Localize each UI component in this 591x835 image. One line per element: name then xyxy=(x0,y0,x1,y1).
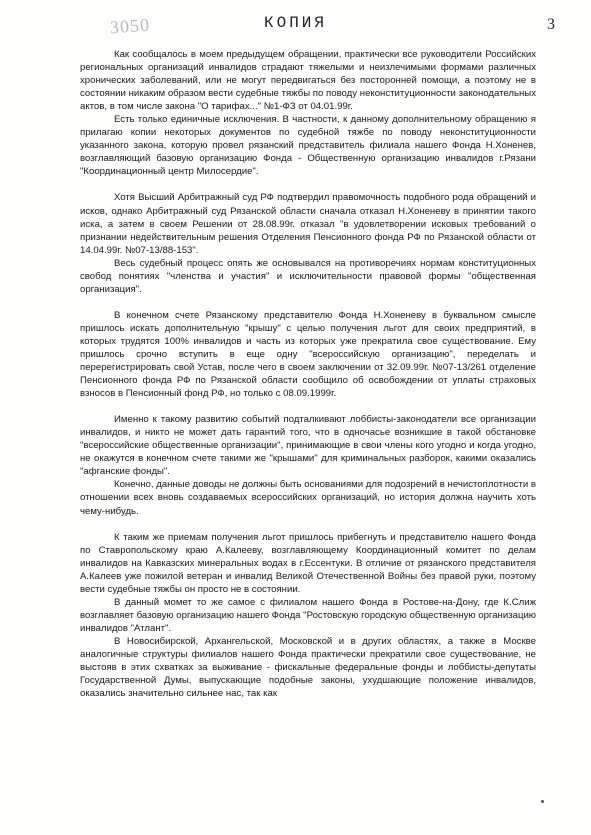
paragraph-10: В Новосибирской, Архангельской, Московской и в других областях, а также в Москве аналогичные структуры филиалов нашего Фонда практически прекратили свое существование, не выстояв в этих схватках за выживание - фискальные федеральные фонды и лоббисты-депутаты Государственной Думы, выпускающие подобные законы, ухудшающие положение инвалидов, оказались значительно сильнее нас, так как xyxy=(80,635,536,700)
page-number: 3 xyxy=(547,16,555,33)
paragraph-6: Именно к такому развитию событий подталкивают лоббисты-законодатели все организации инвалидов, и никто не может дать гарантий того, что в одночасье возникшие в такой обстановке "всероссийские общественные организации", принимающие в свои члены кого угодно и когда угодно, не окажутся в конечном счете такими же "крышами" для криминальных разборок, какими оказались "афганские фонды". xyxy=(80,414,536,478)
paragraph-1: Как сообщалось в моем предыдущем обращении, практически все руководители Российских региональных организаций инвалидов страдают тяжелыми и неизлечимыми формами различных хронических заболеваний, или не могут передвигаться без посторонней помощи, а поэтому не в состоянии никаким образом вести судебные тяжбы по поводу неконституционности законодательных актов, в том числе закона "О тарифах..." №1-ФЗ от 04.01.99г. xyxy=(80,49,536,113)
paragraph-7: Конечно, данные доводы не должны быть основаниями для подозрений в нечистоплотности в отношении всех вновь создаваемых всероссийских организаций, но история должна научить хоть чему-нибудь. xyxy=(80,479,536,517)
registration-stamp-number: 3050 xyxy=(109,14,151,38)
letter-body xyxy=(80,48,536,700)
paragraph-9: В данный момет то же самое с филиалом нашего Фонда в Ростове-на-Дону, где К.Слиж возглавляет базовую организацию нашего Фонда "Ростовскую городскую общественную организацию инвалидов "Атлант". xyxy=(80,596,536,634)
paragraph-5: В конечном счете Рязанскому представителю Фонда Н.Хоненеву в буквальном смысле пришлось искать дополнительную "крышу" с целью получения льгот для своих предприятий, в которых трудятся 100% инвалидов и часть из которых уже прекратила свое существование. Ему пришлось срочно вступить в еще одну "всероссийскую организацию", переделать и перерегистрировать свой Устав, после чего в своем заключении от 32.09.99г. №07-13/261 отделение Пенсионного фонда РФ по Рязанской области сообщило об освобождении от уплаты страховых взносов в Пенсионный фонд РФ, но только с 08.09.1999г. xyxy=(80,309,536,400)
paragraph-4: Весь судебный процесс опять же основывался на противоречиях нормам конституционных свобод понятиях "членства и участия" и исключительности правовой формы "общественная организация". xyxy=(80,257,536,295)
copy-heading: КОПИЯ xyxy=(263,14,327,32)
ink-dot xyxy=(541,800,544,803)
paragraph-2: Есть только единичные исключения. В частности, к данному дополнительному обращению я прилагаю копии некоторых документов по судебной тяжбе по поводу неконституционности указанного закона, которую провел рязанский представитель филиала нашего Фонда Н.Хоненев, возглавляющий базовую организацию Фонда - Общественную организацию инвалидов г.Рязани "Координационный центр Милосердие". xyxy=(80,114,536,178)
paragraph-3: Хотя Высший Арбитражный суд РФ подтвердил правомочность подобного рода обращений и исков, однако Арбитражный суд Рязанской области сначала отказал Н.Хоненеву в принятии такого иска, а затем в своем Решении от 28.08.99г. отказал "в удовлетворении исковых требований о признании недействительным решения Отделения Пенсионного фонда РФ по Рязанской области от 14.04.99г. №07-13/88-153". xyxy=(80,192,536,256)
paragraph-8: К таким же приемам получения льгот пришлось прибегнуть и представителю нашего Фонда по Ставропольскому краю А.Калееву, возглавляющему Координационный комитет по делам инвалидов на Кавказских минеральных водах в г.Ессентуки. В отличие от рязанского представителя А.Калеев уже пожилой ветеран и инвалид Великой Отечественной Войны без правой руки, поэтому вести судебные тяжбы он просто не в состоянии. xyxy=(80,531,536,595)
